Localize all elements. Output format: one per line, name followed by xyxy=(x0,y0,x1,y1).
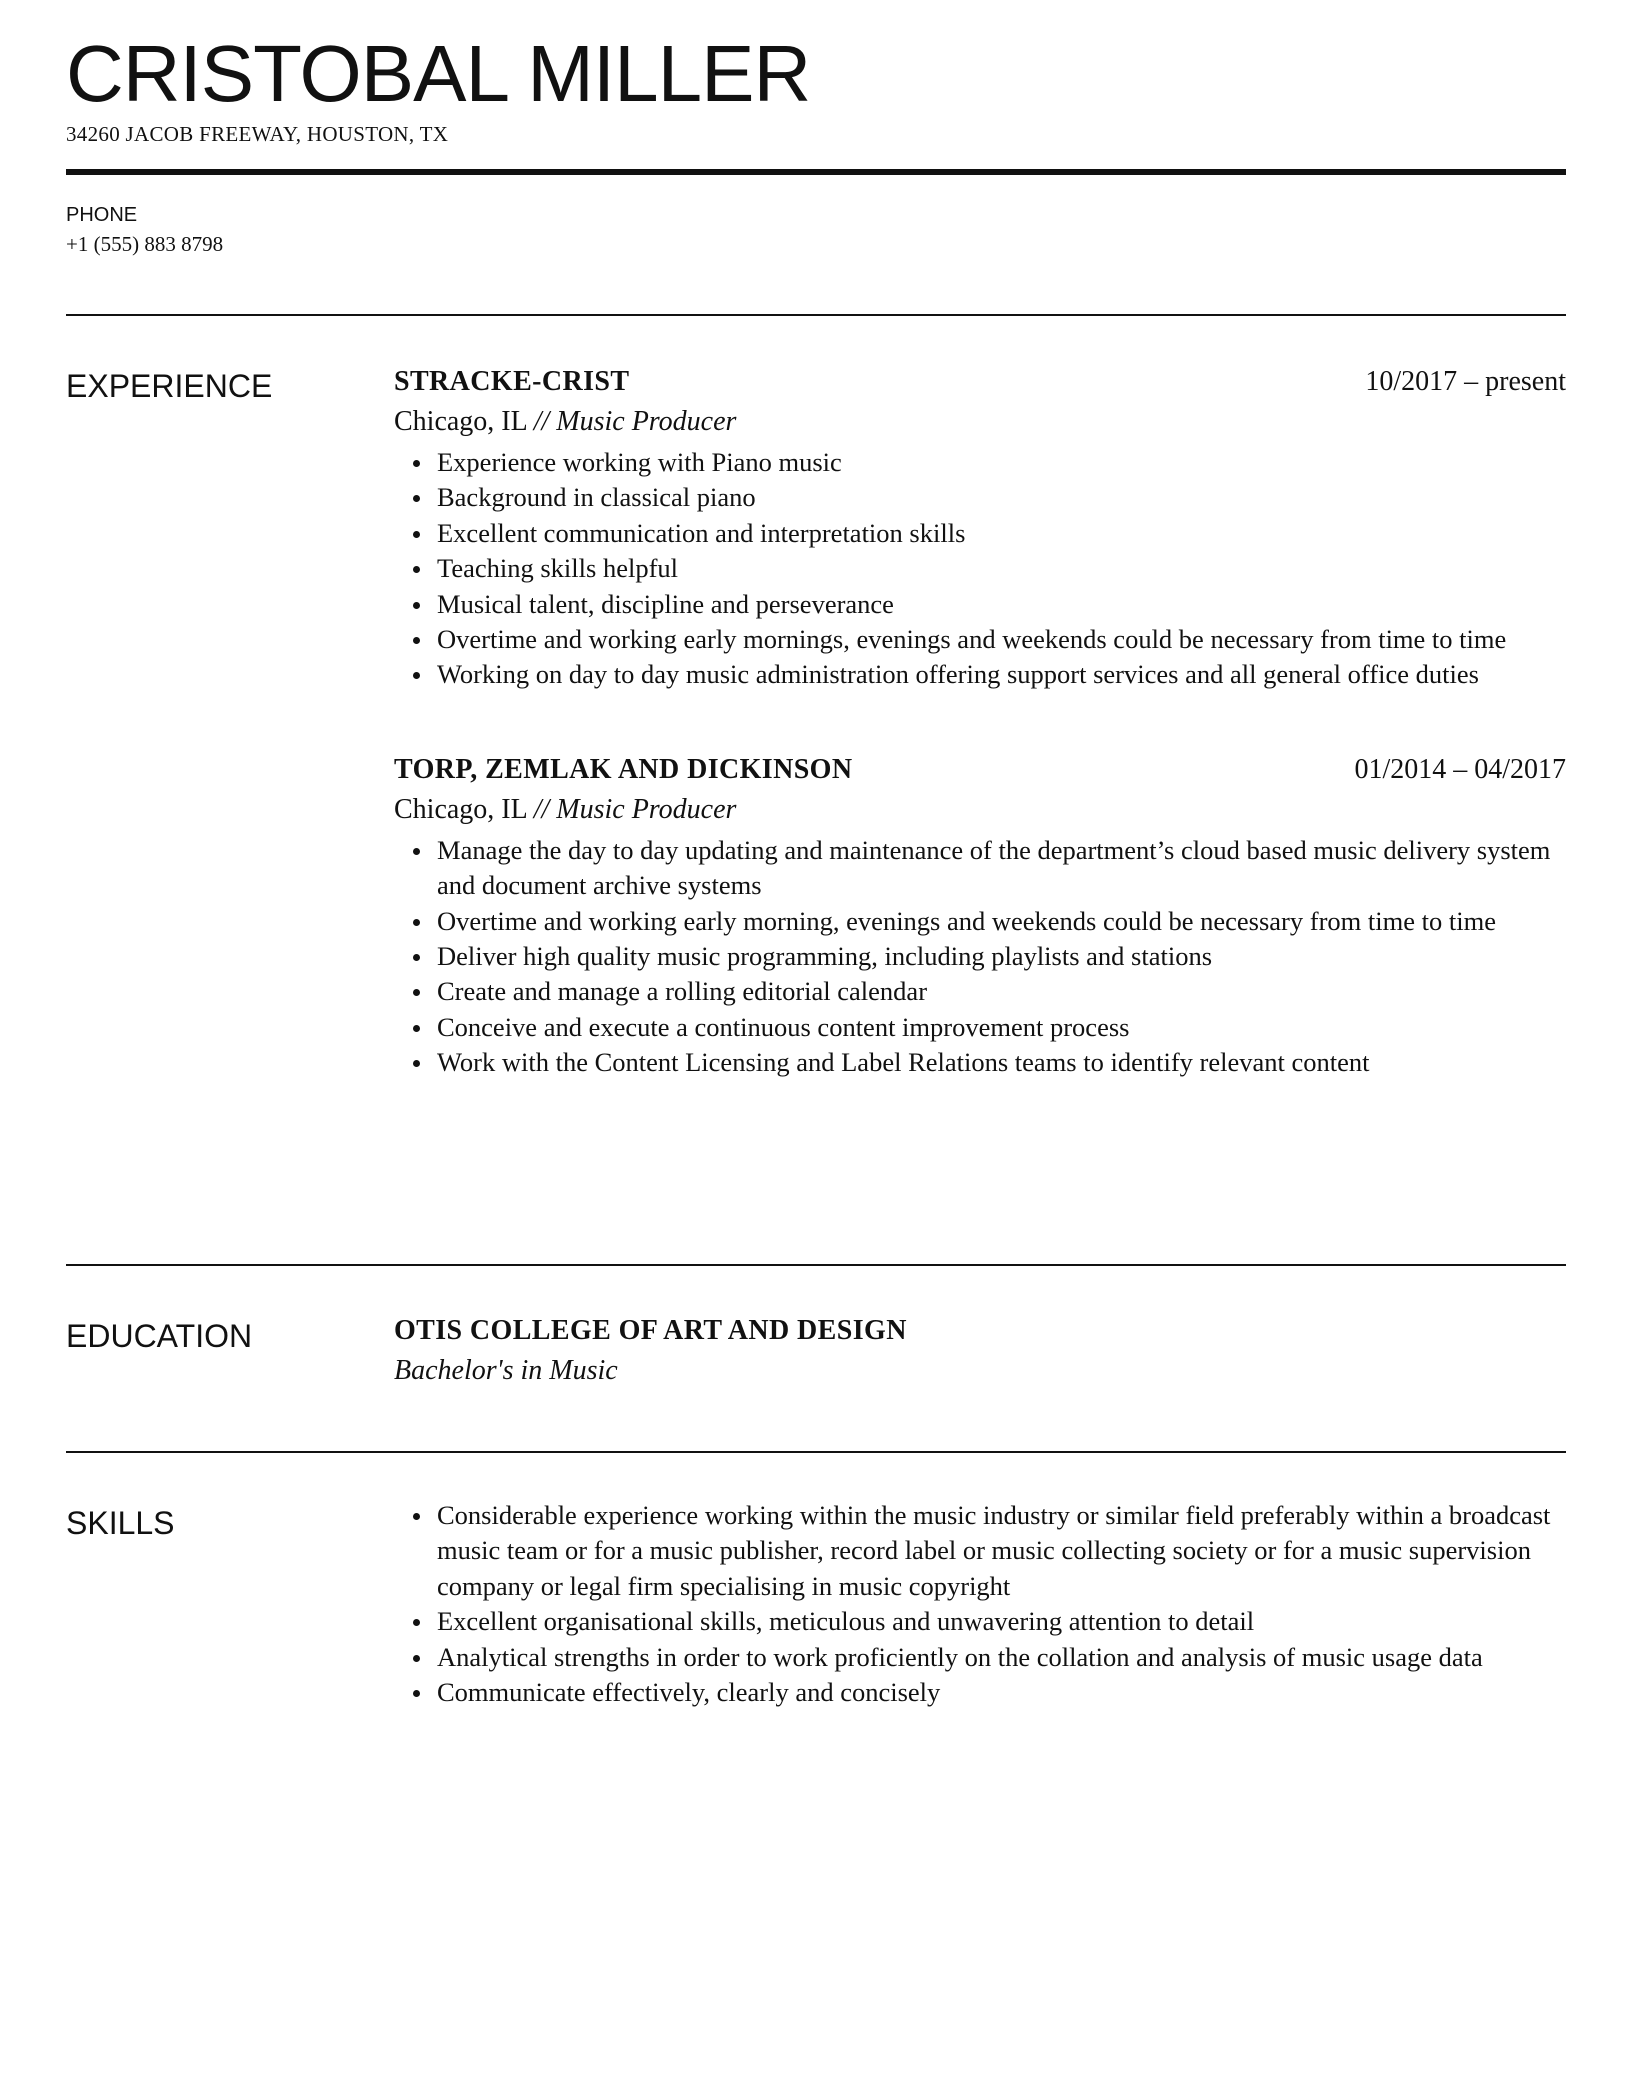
job-dates: 01/2014 – 04/2017 xyxy=(1354,753,1566,785)
header-divider xyxy=(66,169,1566,175)
job-company: TORP, ZEMLAK AND DICKINSON xyxy=(394,753,853,785)
list-item: Work with the Content Licensing and Label Relations teams to identify relevant content xyxy=(437,1045,1566,1080)
job-company: STRACKE-CRIST xyxy=(394,366,630,397)
contact-divider xyxy=(66,314,1566,316)
job-bullets xyxy=(394,445,1566,693)
experience-section xyxy=(394,362,1566,1081)
phone-label: PHONE xyxy=(66,204,138,226)
experience-divider xyxy=(66,1264,1566,1266)
phone-value: +1 (555) 883 8798 xyxy=(66,232,224,256)
list-item: Considerable experience working within the music industry or similar field preferably within a broadcast music team or for a music publisher, record label or music collecting society or for a music supervision company or legal firm specialising in music copyright xyxy=(437,1498,1566,1604)
list-item: Overtime and working early morning, evenings and weekends could be necessary from time to time xyxy=(437,904,1566,939)
list-item: Deliver high quality music programming, including playlists and stations xyxy=(437,939,1566,974)
education-section-title: EDUCATION xyxy=(66,1318,253,1354)
list-item: Background in classical piano xyxy=(437,480,1566,515)
education-divider xyxy=(66,1451,1566,1453)
skills-list xyxy=(394,1498,1566,1710)
job-location: Chicago, IL xyxy=(394,793,527,825)
education-degree: Bachelor's in Music xyxy=(394,1355,618,1386)
list-item: Create and manage a rolling editorial calendar xyxy=(437,974,1566,1009)
skills-section-title: SKILLS xyxy=(66,1505,175,1541)
experience-section-title: EXPERIENCE xyxy=(66,368,273,404)
candidate-address: 34260 JACOB FREEWAY, HOUSTON, TX xyxy=(66,122,449,146)
job-separator: // xyxy=(533,406,550,437)
education-section xyxy=(394,1311,1566,1391)
list-item: Excellent communication and interpretation skills xyxy=(437,516,1566,551)
job-location-role xyxy=(394,790,1566,830)
list-item: Excellent organisational skills, meticulous and unwavering attention to detail xyxy=(437,1604,1566,1639)
job-role: Music Producer xyxy=(556,793,737,825)
list-item: Overtime and working early mornings, evenings and weekends could be necessary from time to time xyxy=(437,622,1566,657)
job-role: Music Producer xyxy=(556,406,737,437)
job-separator: // xyxy=(533,793,550,825)
job-entry xyxy=(394,750,1566,1081)
list-item: Communicate effectively, clearly and concisely xyxy=(437,1675,1566,1710)
candidate-name: CRISTOBAL MILLER xyxy=(66,29,811,118)
list-item: Teaching skills helpful xyxy=(437,551,1566,586)
job-dates: 10/2017 – present xyxy=(1365,366,1566,397)
list-item: Analytical strengths in order to work proficiently on the collation and analysis of music usage data xyxy=(437,1640,1566,1675)
list-item: Working on day to day music administration offering support services and all general office duties xyxy=(437,657,1566,692)
education-school: OTIS COLLEGE OF ART AND DESIGN xyxy=(394,1315,907,1346)
job-bullets xyxy=(394,833,1566,1081)
job-header xyxy=(394,750,1566,790)
list-item: Conceive and execute a continuous content improvement process xyxy=(437,1010,1566,1045)
job-header xyxy=(394,362,1566,402)
skills-section xyxy=(394,1498,1566,1710)
job-location: Chicago, IL xyxy=(394,406,527,437)
list-item: Manage the day to day updating and maintenance of the department’s cloud based music delivery system and document archive systems xyxy=(437,833,1566,904)
list-item: Experience working with Piano music xyxy=(437,445,1566,480)
list-item: Musical talent, discipline and perseverance xyxy=(437,587,1566,622)
job-location-role xyxy=(394,402,1566,442)
job-entry xyxy=(394,362,1566,693)
